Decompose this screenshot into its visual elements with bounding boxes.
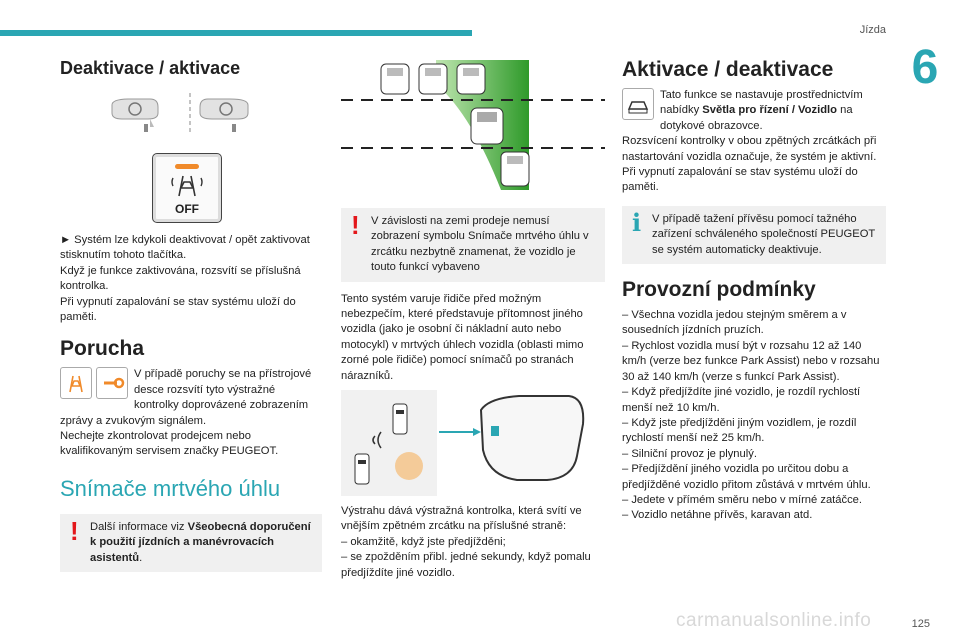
- note-text: V případě tažení přívěsu pomocí tažného zařízení schváleného společností PEUGEOT se systém automaticky deaktivuje.: [652, 212, 876, 256]
- info-icon: i: [632, 207, 642, 237]
- warning-exclamation-icon: !: [351, 210, 360, 240]
- indicator-text: Rozsvícení kontrolky v obou zpětných zrcátkách při nastartování vozidla označuje, že systém je aktivní.: [622, 135, 877, 163]
- fault-text: V případě poruchy se na přístrojové desce rozsvítí tyto výstražné kontrolky doprovázené zobrazením zprávy a zvukovým signálem.: [60, 368, 312, 427]
- vehicle-left-3-icon: [457, 64, 485, 94]
- fault-service-text: Nechejte zkontrolovat prodejcem nebo kvalifikovaným servisem značky PEUGEOT.: [60, 430, 279, 458]
- list-item: – Všechna vozidla jedou stejným směrem a v sousedních jízdních pruzích.: [622, 309, 847, 337]
- section-label: Jízda: [859, 24, 886, 36]
- system-description: Tento systém varuje řidiče před možným nebezpečím, které představuje přítomnost jiného vozidla (jako je osobní či nákladní auto nebo motocykl) v mrtvých úhlech vozidla (oblasti mimo zorné pole řidiče) pomocí snímačů po stranách nárazníků.: [341, 292, 584, 382]
- note-link-text: Všeobecná doporučení k použití jízdních a manévrovacích asistentů: [90, 520, 311, 564]
- watermark: carmanualsonline.info: [676, 610, 872, 631]
- indicator-led-icon: [175, 164, 199, 169]
- activation-block: [622, 88, 886, 196]
- chapter-color-bar: [0, 30, 472, 36]
- list-item: – Rychlost vozidla musí být v rozsahu 12 až 140 km/h (verze bez funkce Park Assist) nebo v rozsahu 30 až 140 km/h (verze s funkcí Park Assist).: [622, 339, 880, 383]
- list-item: – Když jste předjížděni jiným vozidlem, je rozdíl rychlostí menší než 25 km/h.: [622, 416, 857, 445]
- list-item: – Předjíždění jiného vozidla po určitou dobu a předjížděné vozidlo přitom zůstává v mrtvém úhlu.: [622, 463, 871, 491]
- alert-item-1: – okamžitě, když jste předjížděni;: [341, 535, 506, 548]
- vehicle-left-1-icon: [381, 64, 409, 94]
- section-title-conditions: Provozní podmínky: [622, 278, 816, 302]
- warning-light-icon: [395, 452, 423, 480]
- section-title-activation: Aktivace / deaktivace: [622, 58, 834, 81]
- side-mirror-icon: [481, 396, 583, 480]
- section-title-blind-spot: Snímače mrtvého úhlu: [60, 475, 281, 501]
- column-3: [622, 50, 886, 524]
- trailer-info-note: [622, 206, 886, 264]
- vehicle-menu-icon: [622, 88, 654, 120]
- activation-text: Tato funkce se nastavuje prostřednictvím nabídky Světla pro řízení / Vozidlo na dotykové obrazovce.: [660, 89, 863, 132]
- memory-text: Při vypnutí zapalování se stav systému uloží do paměti.: [622, 166, 858, 194]
- blind-spot-zone-illustration: [341, 54, 605, 194]
- list-item: – Vozidlo netáhne přívěs, karavan atd.: [622, 509, 813, 522]
- alert-item-2: – se zpožděním přibl. jedné sekundy, když pomalu předjíždíte jiné vozidlo.: [341, 551, 591, 579]
- blind-spot-off-button[interactable]: [152, 153, 222, 223]
- own-vehicle-icon: [471, 108, 503, 144]
- note-text: V závislosti na zemi prodeje nemusí zobrazení symbolu Snímače mrtvého úhlu v zrcátku nezbytně znamenat, že vozidlo je touto funkcí vybaveno: [371, 215, 589, 274]
- vehicle-right-icon: [501, 152, 529, 186]
- vehicle-approaching-icon: [393, 404, 407, 434]
- own-vehicle-small-icon: [355, 454, 369, 484]
- page-number: 125: [911, 618, 930, 630]
- info-note: [60, 514, 322, 572]
- right-mirror-icon: [200, 99, 248, 132]
- blind-spot-warning-icon: [60, 367, 92, 399]
- note-text: Další informace viz: [90, 520, 188, 533]
- list-item: – Jedete v přímém směru nebo v mírné zatáčce.: [622, 493, 863, 506]
- note-end: .: [139, 551, 143, 564]
- column-1: [60, 50, 322, 572]
- list-item: – Silniční provoz je plynulý.: [622, 447, 757, 460]
- chapter-number: 6: [911, 41, 939, 94]
- mirror-warning-illustration: [341, 390, 605, 496]
- alert-description: Výstrahu dává výstražná kontrolka, která svítí ve vnějším zpětném zrcátku na příslušné straně:: [341, 505, 582, 533]
- warning-note: [341, 208, 605, 282]
- left-mirror-icon: [112, 99, 158, 132]
- fault-block: [60, 367, 322, 459]
- vehicle-left-2-icon: [419, 64, 447, 94]
- list-item: – Když předjíždíte jiné vozidlo, je rozdíl rychlostí menší než 10 km/h.: [622, 386, 861, 414]
- section-title-deactivation: Deaktivace / aktivace: [60, 58, 241, 78]
- blind-spot-symbol-icon: [167, 172, 207, 198]
- conditions-list: [622, 308, 886, 524]
- deactivation-text: ► Systém lze kdykoli deaktivovat / opět zaktivovat stisknutím tohoto tlačítka.: [60, 234, 310, 262]
- memory-text: Při vypnutí zapalování se stav systému uloží do paměti.: [60, 295, 296, 324]
- off-label: OFF: [175, 202, 199, 216]
- warning-exclamation-icon: !: [70, 515, 79, 546]
- section-title-fault: Porucha: [60, 337, 145, 361]
- fault-icons: [60, 367, 128, 399]
- column-2: [341, 50, 605, 581]
- service-wrench-icon: [96, 367, 128, 399]
- mirrors-illustration: [60, 91, 322, 139]
- activation-text: Když je funkce zaktivována, rozsvítí se příslušná kontrolka.: [60, 264, 301, 293]
